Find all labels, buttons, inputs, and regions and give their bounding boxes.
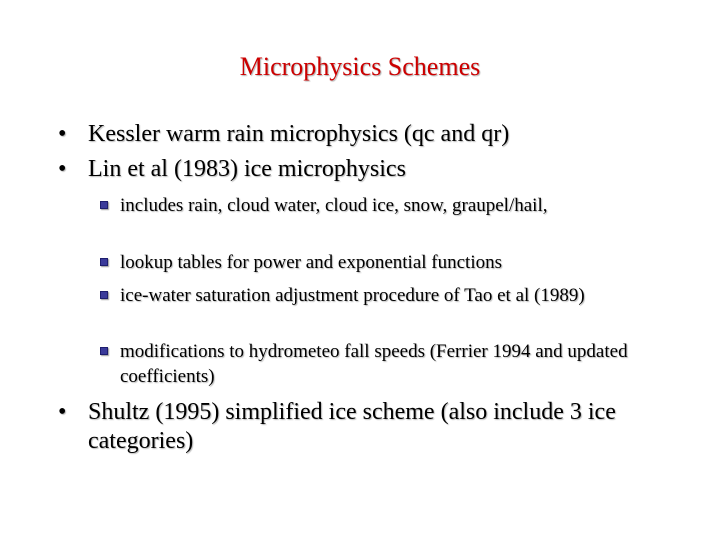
bullet-text: Shultz (1995) simplified ice scheme (also include 3 ice categories): [88, 399, 616, 454]
bullet-marker: •: [58, 156, 67, 182]
sub-bullet-fall-speeds: [100, 339, 650, 389]
square-bullet-icon: [100, 193, 120, 209]
slide-title: Microphysics Schemes: [239, 52, 481, 81]
sub-bullet-text: lookup tables for power and exponential functions: [120, 252, 503, 273]
square-bullet-icon: [100, 250, 120, 266]
bullet-shultz: [58, 398, 658, 456]
sub-bullet-text: modifications to hydrometeo fall speeds (Ferrier 1994 and updated coefficients): [120, 341, 628, 387]
sub-bullet-text: ice-water saturation adjustment procedure of Tao et al (1989): [120, 285, 585, 306]
sub-bullet-includes: [100, 193, 550, 218]
bullet-text: Lin et al (1983) ice microphysics: [88, 156, 406, 182]
bullet-marker: •: [58, 121, 67, 147]
square-bullet-icon: [100, 339, 120, 355]
bullet-kessler: [58, 120, 668, 149]
sub-bullet-text: includes rain, cloud water, cloud ice, snow, graupel/hail,: [120, 195, 548, 216]
bullet-text: Kessler warm rain microphysics (qc and qr): [88, 121, 510, 147]
square-bullet-icon: [100, 283, 120, 299]
bullet-lin: [58, 155, 668, 184]
bullet-marker: •: [58, 399, 67, 425]
sub-bullet-saturation: [100, 283, 650, 308]
sub-bullet-lookup: [100, 250, 660, 275]
